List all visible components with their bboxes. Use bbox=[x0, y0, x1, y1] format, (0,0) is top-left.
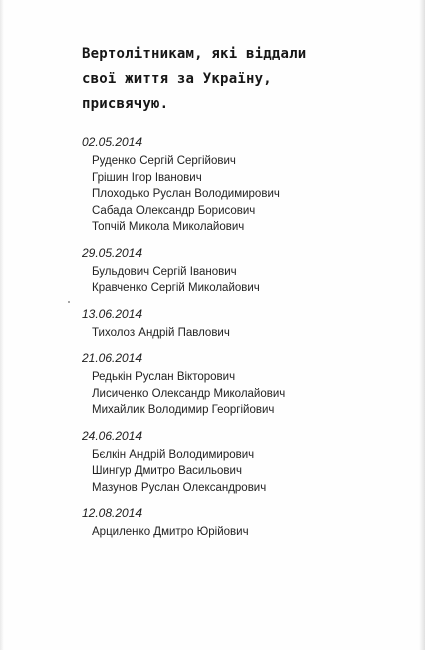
person-name: Сабада Олександр Борисович bbox=[92, 204, 256, 217]
group-date: 21.06.2014 bbox=[82, 351, 143, 365]
scan-speck bbox=[68, 301, 70, 303]
person-name: Топчій Микола Миколайович bbox=[92, 221, 245, 233]
memorial-group bbox=[82, 350, 382, 419]
memorial-group bbox=[82, 505, 382, 541]
memorial-list bbox=[82, 134, 382, 550]
memorial-group bbox=[82, 306, 382, 342]
memorial-group bbox=[82, 428, 382, 497]
dedication-line: присвячую. bbox=[82, 96, 169, 112]
person-name: Шингур Дмитро Васильович bbox=[92, 465, 242, 477]
group-date: 29.05.2014 bbox=[82, 245, 143, 260]
person-name: Кравченко Сергій Миколайович bbox=[92, 282, 260, 294]
group-date: 02.05.2014 bbox=[82, 135, 143, 149]
person-name: Лисиченко Олександр Миколайович bbox=[92, 387, 286, 400]
person-name: Арциленко Дмитро Юрійович bbox=[92, 526, 249, 538]
memorial-group bbox=[82, 245, 382, 297]
page-edge-right bbox=[419, 0, 425, 650]
person-name: Грішин Ігор Іванович bbox=[92, 171, 202, 184]
memorial-group bbox=[82, 134, 382, 236]
person-name: Бєлкін Андрій Володимирович bbox=[92, 448, 255, 461]
group-date: 24.06.2014 bbox=[82, 428, 143, 443]
person-name: Редькін Руслан Вікторович bbox=[92, 371, 236, 383]
person-name: Плоходько Руслан Володимирович bbox=[92, 188, 280, 200]
person-name: Руденко Сергій Сергійович bbox=[92, 155, 236, 167]
group-date: 12.08.2014 bbox=[82, 506, 143, 520]
dedication-line: свої життя за Україну, bbox=[82, 71, 272, 87]
person-name: Тихолоз Андрій Павлович bbox=[92, 326, 230, 339]
page-edge-left bbox=[0, 0, 4, 650]
group-date: 13.06.2014 bbox=[82, 306, 143, 321]
person-name: Михайлик Володимир Георгійович bbox=[92, 404, 275, 416]
person-name: Мазунов Руслан Олександрович bbox=[92, 481, 267, 494]
person-name: Бульдович Сергій Іванович bbox=[92, 265, 237, 278]
dedication-line: Вертолітникам, які віддали bbox=[82, 46, 307, 62]
dedication-heading bbox=[82, 42, 382, 117]
